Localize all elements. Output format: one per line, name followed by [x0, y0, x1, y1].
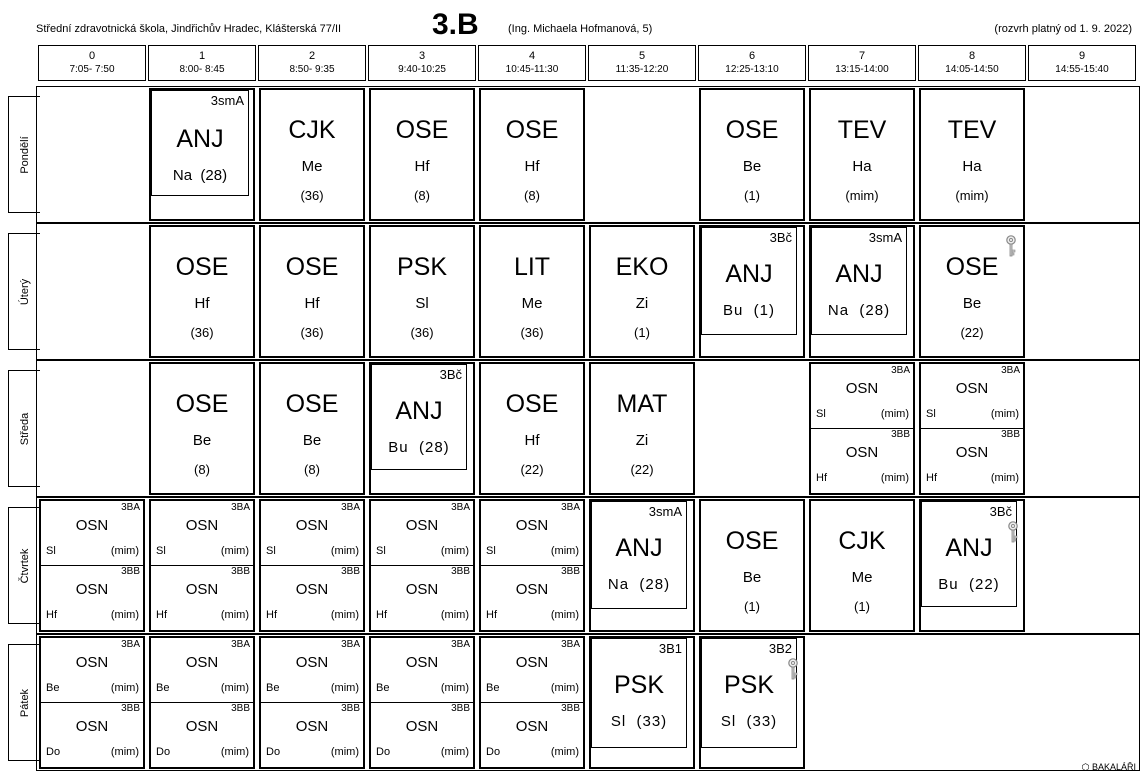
subject: OSN: [185, 581, 219, 598]
teacher-room: [702, 713, 796, 730]
lesson-cell[interactable]: [919, 88, 1025, 221]
osn-half-a: [921, 364, 1023, 429]
teacher: Ha: [962, 158, 982, 175]
room: (22): [520, 462, 544, 477]
group-name: 3BB: [121, 566, 140, 577]
lesson-cell[interactable]: [809, 225, 915, 358]
subject: OSN: [405, 517, 439, 534]
group-name: 3Bč: [769, 230, 792, 245]
group-name: 3B1: [658, 641, 682, 656]
room: (36): [520, 325, 544, 340]
teacher: Hf: [816, 472, 827, 484]
period-time: 7:05- 7:50: [69, 64, 115, 75]
room: (mim): [220, 746, 249, 758]
group-name: 3BA: [121, 639, 140, 650]
subject: OSN: [295, 581, 329, 598]
teacher: Me: [301, 158, 323, 175]
room: (mim): [550, 682, 579, 694]
teacher: Zi: [635, 295, 649, 312]
subject: OSN: [185, 654, 219, 671]
header: [0, 0, 1144, 44]
room: (33): [636, 713, 668, 730]
lesson-cell[interactable]: [479, 499, 585, 632]
lesson-cell[interactable]: [919, 499, 1025, 632]
subject: OSE: [175, 253, 229, 281]
room: (mim): [880, 408, 909, 420]
group-name: 3BA: [891, 365, 910, 376]
class-teacher: (Ing. Michaela Hofmanová, 5): [508, 23, 653, 35]
valid-from: (rozvrh platný od 1. 9. 2022): [994, 23, 1132, 35]
osn-half-a: [371, 638, 473, 703]
osn-half-a: [151, 501, 253, 566]
lesson-cell[interactable]: [809, 499, 915, 632]
period-header: [918, 45, 1026, 81]
period-time: 8:00- 8:45: [179, 64, 225, 75]
room: (28): [639, 576, 671, 593]
room: (mim): [955, 188, 989, 203]
lesson-cell[interactable]: [39, 636, 145, 769]
group-lesson: [921, 501, 1017, 607]
group-lesson: [701, 638, 797, 748]
period-header: [1028, 45, 1136, 81]
subject: OSE: [505, 390, 559, 418]
room: (36): [410, 325, 434, 340]
lesson-cell[interactable]: [369, 636, 475, 769]
subject: PSK: [396, 253, 448, 281]
teacher: Na: [607, 576, 630, 593]
subject: OSN: [405, 581, 439, 598]
lesson-cell[interactable]: [479, 225, 585, 358]
room: (mim): [990, 472, 1019, 484]
teacher: Sl: [816, 408, 826, 420]
room: (mim): [440, 545, 469, 557]
teacher-room: [922, 576, 1016, 593]
room: (mim): [110, 609, 139, 621]
teacher: Na: [827, 302, 850, 319]
room: (mim): [110, 682, 139, 694]
teacher: Zi: [635, 432, 649, 449]
subject: OSN: [75, 654, 109, 671]
teacher: Sl: [156, 545, 166, 557]
osn-half-a: [371, 501, 473, 566]
period-number: 6: [748, 50, 756, 62]
lesson-cell[interactable]: [259, 362, 365, 495]
group-name: 3smA: [868, 230, 902, 245]
lesson-cell[interactable]: [699, 88, 805, 221]
period-number: 8: [968, 50, 976, 62]
room: (mim): [220, 545, 249, 557]
teacher: Ha: [852, 158, 872, 175]
group-name: 3Bč: [989, 504, 1012, 519]
subject: LIT: [513, 253, 551, 281]
teacher-room: [592, 713, 686, 730]
class-name: 3.B: [432, 8, 479, 41]
subject: OSN: [845, 444, 879, 461]
subject: OSE: [725, 116, 779, 144]
room: (28): [859, 302, 891, 319]
subject: PSK: [613, 671, 665, 699]
lesson-cell[interactable]: [149, 362, 255, 495]
lesson-cell[interactable]: [149, 499, 255, 632]
period-time: 14:55-15:40: [1055, 64, 1109, 75]
lesson-cell[interactable]: [259, 225, 365, 358]
group-name: 3smA: [648, 504, 682, 519]
lesson-cell[interactable]: [479, 88, 585, 221]
osn-half-a: [41, 638, 143, 703]
period-header: [588, 45, 696, 81]
period-time: 12:25-13:10: [725, 64, 779, 75]
period-header: [808, 45, 916, 81]
teacher: Hf: [156, 609, 167, 621]
day-label: [8, 507, 40, 624]
teacher: Do: [376, 746, 391, 758]
lesson-cell[interactable]: [589, 362, 695, 495]
teacher: Be: [742, 569, 762, 586]
subject: OSN: [75, 517, 109, 534]
subject: ANJ: [835, 260, 883, 288]
period-time: 10:45-11:30: [505, 64, 559, 75]
period-time: 11:35-12:20: [615, 64, 669, 75]
subject: OSN: [75, 718, 109, 735]
key-icon: [787, 658, 799, 680]
group-name: 3BA: [121, 502, 140, 513]
room: (mim): [110, 545, 139, 557]
subject: OSE: [175, 390, 229, 418]
group-name: 3BA: [341, 502, 360, 513]
osn-half-a: [481, 638, 583, 703]
day-label: [8, 233, 40, 350]
osn-half-a: [261, 638, 363, 703]
teacher: Bu: [938, 576, 959, 593]
teacher: Hf: [304, 295, 320, 312]
teacher: Me: [851, 569, 873, 586]
teacher: Na: [172, 167, 193, 184]
teacher: Be: [302, 432, 322, 449]
period-header: [38, 45, 146, 81]
teacher: Sl: [486, 545, 496, 557]
group-lesson: [371, 364, 467, 470]
lesson-cell[interactable]: [589, 499, 695, 632]
period-time: 8:50- 9:35: [289, 64, 335, 75]
teacher-room: Na (28): [172, 167, 228, 184]
group-name: 3BB: [451, 566, 470, 577]
room: (33): [746, 713, 778, 730]
group-name: 3BB: [891, 429, 910, 440]
room: (22): [969, 576, 1000, 593]
lesson-cell[interactable]: [919, 362, 1025, 495]
teacher: Hf: [266, 609, 277, 621]
teacher: Bu: [388, 439, 409, 456]
room: (mim): [440, 609, 469, 621]
room: 28: [205, 167, 223, 184]
room: (mim): [440, 682, 469, 694]
room: (22): [960, 325, 984, 340]
teacher: Be: [266, 682, 280, 694]
subject: TEV: [837, 116, 887, 144]
subject: PSK: [723, 671, 775, 699]
teacher: Hf: [194, 295, 210, 312]
room: (8): [194, 462, 210, 477]
subject: OSN: [295, 654, 329, 671]
teacher: Do: [46, 746, 61, 758]
teacher: Me: [521, 295, 543, 312]
subject: CJK: [288, 116, 336, 144]
lesson-cell[interactable]: [259, 499, 365, 632]
lesson-cell[interactable]: [369, 88, 475, 221]
group-name: 3BB: [561, 566, 580, 577]
room: (mim): [990, 408, 1019, 420]
group-name: 3BA: [341, 639, 360, 650]
group-name: 3Bč: [439, 367, 462, 382]
lesson-cell[interactable]: [809, 88, 915, 221]
group-name: 3BA: [561, 502, 580, 513]
teacher: Hf: [926, 472, 937, 484]
key-icon: [1007, 521, 1019, 543]
subject: OSN: [185, 517, 219, 534]
period-number: 2: [308, 50, 316, 62]
lesson-cell[interactable]: [809, 362, 915, 495]
room: (1): [744, 599, 760, 614]
subject: OSN: [515, 581, 549, 598]
subject: OSN: [75, 581, 109, 598]
period-time: 14:05-14:50: [945, 64, 999, 75]
period-header: [258, 45, 366, 81]
group-name: 3BB: [1001, 429, 1020, 440]
key-icon: [1005, 235, 1017, 257]
lesson-cell[interactable]: [149, 88, 255, 221]
room: (8): [414, 188, 430, 203]
subject: OSN: [295, 718, 329, 735]
lesson-cell[interactable]: [479, 636, 585, 769]
teacher: Be: [486, 682, 500, 694]
subject: OSE: [285, 390, 339, 418]
period-header: [698, 45, 806, 81]
room: (28): [419, 439, 450, 456]
lesson-cell[interactable]: [699, 499, 805, 632]
teacher: Be: [962, 295, 982, 312]
room: (1): [744, 188, 760, 203]
group-lesson: [151, 90, 249, 196]
teacher: Be: [156, 682, 170, 694]
lesson-cell[interactable]: [259, 88, 365, 221]
group-name: 3BA: [231, 639, 250, 650]
room: (mim): [845, 188, 879, 203]
day-name: Středa: [18, 412, 31, 445]
teacher-room: [592, 576, 686, 593]
period-number: 4: [528, 50, 536, 62]
day-name: Pondělí: [18, 135, 31, 174]
subject: ANJ: [615, 534, 663, 562]
subject: OSE: [505, 116, 559, 144]
room: (36): [300, 188, 324, 203]
subject: ANJ: [945, 534, 993, 562]
teacher: Hf: [46, 609, 57, 621]
group-name: 3BB: [341, 566, 360, 577]
lesson-cell[interactable]: [369, 362, 475, 495]
group-name: 3BB: [561, 703, 580, 714]
period-header: [368, 45, 476, 81]
subject: OSN: [955, 444, 989, 461]
period-time: 13:15-14:00: [835, 64, 889, 75]
subject: OSN: [405, 654, 439, 671]
teacher: Do: [266, 746, 281, 758]
osn-half-a: [151, 638, 253, 703]
teacher: Be: [376, 682, 390, 694]
osn-half-a: [41, 501, 143, 566]
subject: TEV: [947, 116, 997, 144]
period-header: [148, 45, 256, 81]
teacher-room: [372, 439, 466, 456]
period-number: 3: [418, 50, 426, 62]
school-name: Střední zdravotnická škola, Jindřichův Hradec, Klášterská 77/II: [36, 23, 342, 35]
subject: OSN: [405, 718, 439, 735]
day-name: Čtvrtek: [18, 548, 31, 583]
room: (36): [300, 325, 324, 340]
teacher: Do: [156, 746, 171, 758]
osn-half-a: [811, 364, 913, 429]
lesson-cell[interactable]: [369, 499, 475, 632]
room: (mim): [330, 746, 359, 758]
group-name: 3smA: [210, 93, 244, 108]
subject: OSE: [285, 253, 339, 281]
lesson-cell[interactable]: [39, 499, 145, 632]
teacher: Hf: [414, 158, 430, 175]
teacher: Sl: [266, 545, 276, 557]
subject: OSN: [295, 517, 329, 534]
subject: EKO: [615, 253, 669, 281]
subject: OSE: [725, 527, 779, 555]
teacher: Hf: [524, 158, 540, 175]
subject: OSN: [515, 654, 549, 671]
room: (mim): [220, 609, 249, 621]
room: (mim): [110, 746, 139, 758]
group-name: 3B2: [768, 641, 792, 656]
subject: OSN: [845, 380, 879, 397]
lesson-cell[interactable]: [589, 225, 695, 358]
room: (mim): [880, 472, 909, 484]
subject: OSE: [395, 116, 449, 144]
group-lesson: [701, 227, 797, 335]
teacher: Bu: [722, 302, 744, 319]
day-label: [8, 370, 40, 487]
period-time: 9:40-10:25: [398, 64, 446, 75]
lesson-cell[interactable]: [149, 225, 255, 358]
teacher: Do: [486, 746, 501, 758]
teacher: Be: [742, 158, 762, 175]
teacher: Sl: [376, 545, 386, 557]
room: (mim): [440, 746, 469, 758]
subject: OSN: [515, 718, 549, 735]
teacher: Hf: [376, 609, 387, 621]
teacher: Sl: [46, 545, 56, 557]
lesson-cell[interactable]: [479, 362, 585, 495]
day-label: [8, 644, 40, 761]
group-lesson: [591, 501, 687, 609]
group-name: 3BA: [231, 502, 250, 513]
room: (8): [304, 462, 320, 477]
day-label: [8, 96, 40, 213]
lesson-cell[interactable]: [589, 636, 695, 769]
group-lesson: [811, 227, 907, 335]
lesson-cell[interactable]: [919, 225, 1025, 358]
group-name: 3BB: [231, 703, 250, 714]
group-name: 3BB: [121, 703, 140, 714]
teacher: Be: [192, 432, 212, 449]
subject: OSE: [945, 253, 999, 281]
period-number: 5: [638, 50, 646, 62]
room: (1): [634, 325, 650, 340]
lesson-cell[interactable]: [699, 636, 805, 769]
subject: OSN: [515, 517, 549, 534]
subject: MAT: [616, 390, 668, 418]
teacher: Sl: [610, 713, 627, 730]
teacher: Be: [46, 682, 60, 694]
teacher: Hf: [486, 609, 497, 621]
teacher: Sl: [926, 408, 936, 420]
group-name: 3BB: [231, 566, 250, 577]
group-name: 3BA: [451, 639, 470, 650]
room: (mim): [550, 609, 579, 621]
period-number: 9: [1078, 50, 1086, 62]
teacher: Sl: [720, 713, 737, 730]
group-name: 3BB: [451, 703, 470, 714]
group-lesson: [591, 638, 687, 748]
osn-half-a: [261, 501, 363, 566]
room: (mim): [220, 682, 249, 694]
day-name: Pátek: [18, 688, 31, 717]
brand-label: BAKALÁŘI: [1091, 762, 1136, 772]
period-number: 7: [858, 50, 866, 62]
lesson-cell[interactable]: [149, 636, 255, 769]
room: (1): [753, 302, 776, 319]
room: (mim): [330, 682, 359, 694]
subject: CJK: [838, 527, 886, 555]
bakalari-logo: ⬡ BAKALÁŘI: [1081, 762, 1136, 772]
lesson-cell[interactable]: [369, 225, 475, 358]
osn-half-a: [481, 501, 583, 566]
room: (1): [854, 599, 870, 614]
subject: OSN: [955, 380, 989, 397]
subject: ANJ: [176, 125, 224, 153]
room: (22): [630, 462, 654, 477]
period-header: [478, 45, 586, 81]
group-name: 3BA: [1001, 365, 1020, 376]
subject: OSN: [185, 718, 219, 735]
group-name: 3BA: [451, 502, 470, 513]
period-number: 0: [88, 50, 96, 62]
room: (mim): [550, 545, 579, 557]
teacher: Hf: [524, 432, 540, 449]
group-name: 3BA: [561, 639, 580, 650]
teacher-room: [812, 302, 906, 319]
room: (mim): [550, 746, 579, 758]
teacher: Sl: [415, 295, 429, 312]
room: (8): [524, 188, 540, 203]
subject: ANJ: [725, 260, 773, 288]
group-name: 3BB: [341, 703, 360, 714]
room: (mim): [330, 545, 359, 557]
period-number: 1: [198, 50, 206, 62]
lesson-cell[interactable]: [699, 225, 805, 358]
day-name: Úterý: [18, 278, 31, 305]
room: (mim): [330, 609, 359, 621]
teacher-room: [702, 302, 796, 319]
subject: ANJ: [395, 397, 443, 425]
room: (36): [190, 325, 214, 340]
lesson-cell[interactable]: [259, 636, 365, 769]
